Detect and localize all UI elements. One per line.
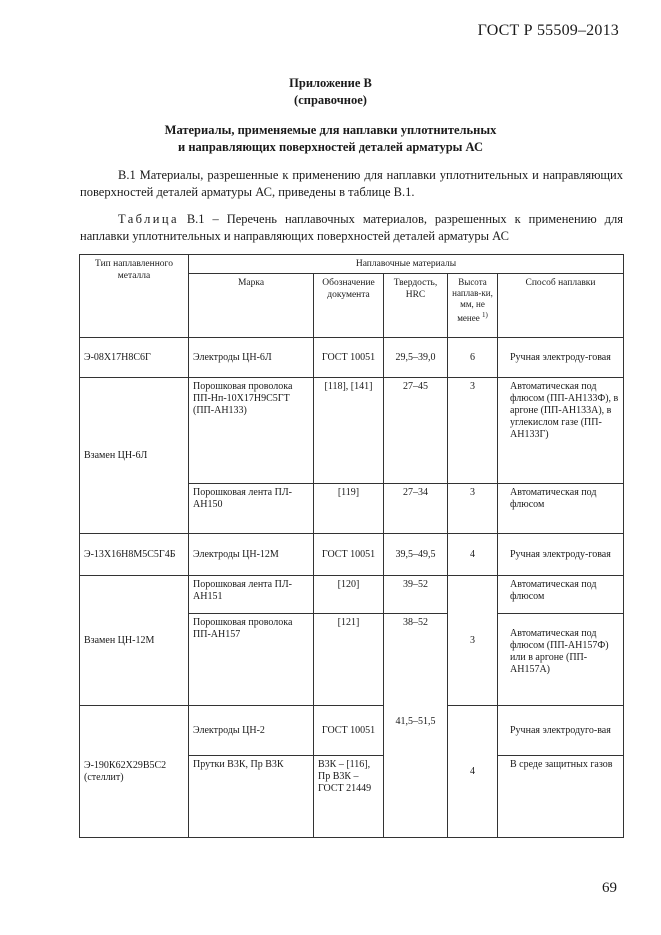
cell-type: Взамен ЦН-6Л <box>80 378 189 534</box>
cell-doc: ГОСТ 10051 <box>314 338 384 378</box>
cell-hardness: 27–34 <box>384 484 448 534</box>
cell-hardness: 41,5–51,5 <box>384 706 448 838</box>
paragraph-b1: В.1 Материалы, разрешенные к применению для наплавки уплотнительных и направляющих поверхностей деталей арматуры АС, приведены в таблице В.1. <box>80 168 623 199</box>
table-row <box>80 534 624 576</box>
cell-doc: [118], [141] <box>314 378 384 484</box>
table-row <box>80 706 624 756</box>
header-type: Тип наплавленного металла <box>80 255 189 338</box>
cell-height: 3 <box>448 378 498 484</box>
cell-doc: [119] <box>314 484 384 534</box>
cell-brand: Электроды ЦН-2 <box>189 706 314 756</box>
cell-height: 3 <box>448 484 498 534</box>
header-height <box>448 274 498 338</box>
cell-doc: [121] <box>314 614 384 706</box>
cell-hardness: 29,5–39,0 <box>384 338 448 378</box>
cell-method: Автоматическая под флюсом (ПП-АН157Ф) или в аргоне (ПП-АН157А) <box>498 614 624 706</box>
appendix-subtitle: (справочное) <box>294 93 367 107</box>
cell-method: Ручная электроду-говая <box>498 534 624 576</box>
table-header-row <box>80 255 624 274</box>
header-hardness: Твердость, HRC <box>384 274 448 338</box>
cell-method: Ручная электроду-говая <box>498 338 624 378</box>
cell-brand: Порошковая лента ПЛ-АН150 <box>189 484 314 534</box>
table-caption <box>80 211 623 245</box>
cell-brand: Электроды ЦН-6Л <box>189 338 314 378</box>
materials-table <box>79 254 624 838</box>
appendix-title: Приложение В <box>289 76 372 90</box>
cell-height: 6 <box>448 338 498 378</box>
document-code: ГОСТ Р 55509–2013 <box>477 22 619 39</box>
cell-hardness: 27–45 <box>384 378 448 484</box>
section-heading-line1: Материалы, применяемые для наплавки уплотнительных <box>164 123 497 137</box>
cell-method: Автоматическая под флюсом <box>498 576 624 614</box>
cell-doc: В3К – [116], Пр В3К – ГОСТ 21449 <box>314 756 384 838</box>
header-height-text: Высота наплав-ки, мм, не менее <box>452 277 493 323</box>
cell-hardness: 39,5–49,5 <box>384 534 448 576</box>
header-document: Обозначение документа <box>314 274 384 338</box>
page-number: 69 <box>602 880 617 896</box>
table-caption-label: Таблица <box>118 212 179 226</box>
footnote-marker: 1) <box>481 311 488 319</box>
header-brand: Марка <box>189 274 314 338</box>
cell-method: В среде защитных газов <box>498 756 624 838</box>
cell-brand: Электроды ЦН-12М <box>189 534 314 576</box>
cell-brand: Порошковая лента ПЛ-АН151 <box>189 576 314 614</box>
cell-hardness: 39–52 <box>384 576 448 614</box>
cell-height: 3 <box>448 576 498 706</box>
cell-height: 4 <box>448 706 498 838</box>
cell-hardness: 38–52 <box>384 614 448 706</box>
cell-type: Э-13Х16Н8М5С5Г4Б <box>80 534 189 576</box>
table-row <box>80 378 624 484</box>
cell-brand: Порошковая проволока ПП-Нп-10Х17Н9С5ГТ (ПП-АН133) <box>189 378 314 484</box>
cell-doc: ГОСТ 10051 <box>314 706 384 756</box>
cell-type: Э-190К62Х29В5С2 (стеллит) <box>80 706 189 838</box>
header-method: Способ наплавки <box>498 274 624 338</box>
cell-doc: ГОСТ 10051 <box>314 534 384 576</box>
cell-type: Взамен ЦН-12М <box>80 576 189 706</box>
cell-doc: [120] <box>314 576 384 614</box>
cell-method: Ручная электродуго-вая <box>498 706 624 756</box>
cell-method: Автоматическая под флюсом (ПП-АН133Ф), в аргоне (ПП-АН133А), в углекислом газе (ПП-АН133Г) <box>498 378 624 484</box>
section-heading-line2: и направляющих поверхностей деталей арматуры АС <box>178 140 483 154</box>
cell-type: Э-08Х17Н8С6Г <box>80 338 189 378</box>
table-row <box>80 338 624 378</box>
cell-height: 4 <box>448 534 498 576</box>
cell-method: Автоматическая под флюсом <box>498 484 624 534</box>
table-caption-text: В.1 – Перечень наплавочных материалов, разрешенных к применению для наплавки уплотнительных и направляющих поверхностей деталей арматуры АС <box>80 212 623 243</box>
cell-brand: Прутки В3К, Пр В3К <box>189 756 314 838</box>
header-group: Наплавочные материалы <box>189 255 624 274</box>
table-row <box>80 576 624 614</box>
cell-brand: Порошковая проволока ПП-АН157 <box>189 614 314 706</box>
